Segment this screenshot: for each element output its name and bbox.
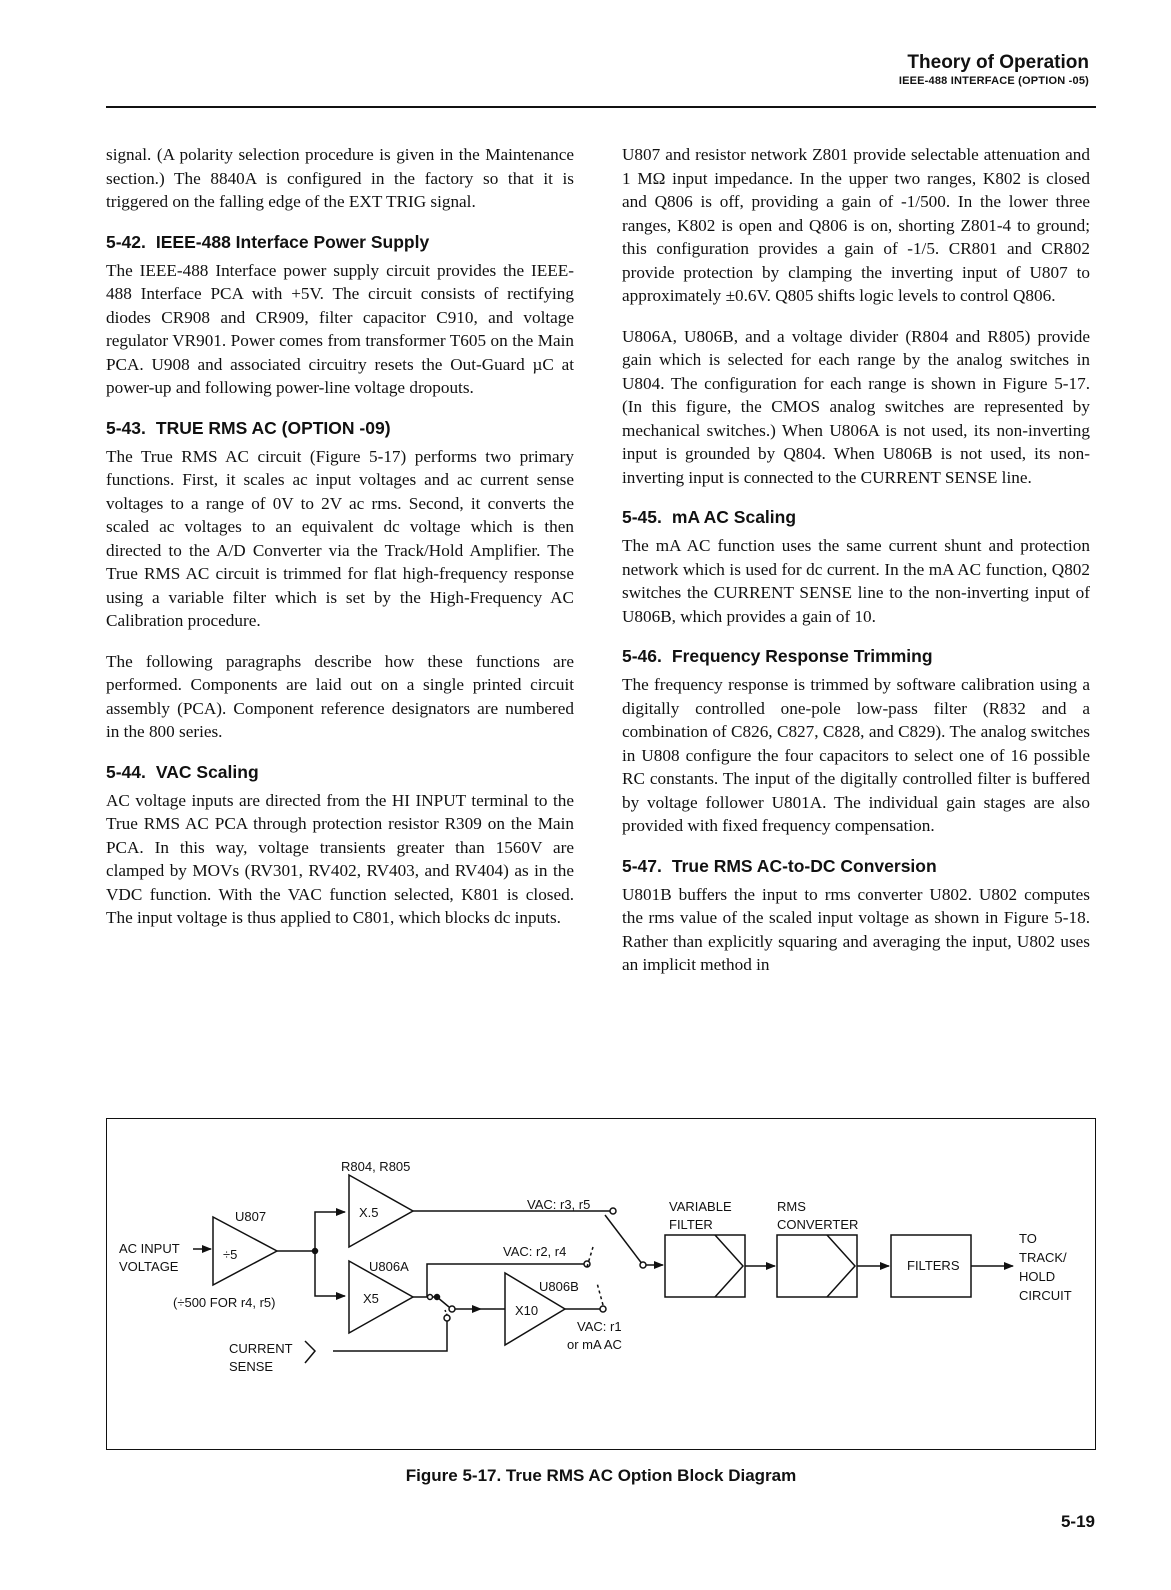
vac-r1-label: VAC: r1 [577,1319,622,1334]
page-header [899,52,1089,88]
section-heading [106,231,574,253]
block-diagram-figure [106,1118,1096,1450]
ac-input-label: AC INPUT [119,1241,180,1256]
rms-label: RMS [777,1199,806,1214]
section-heading [106,417,574,439]
figure-caption: Figure 5-17. True RMS AC Option Block Diagram [405,1466,797,1485]
hold-label: HOLD [1019,1269,1056,1284]
page-number: 5-19 [1060,1512,1095,1531]
section-heading [106,761,574,783]
paragraph: The mA AC function uses the same current shunt and protection network which is used for dc current. In the mA AC function, Q802 switches the CURRENT SENSE line to the non-inverting input of U806B, which provides a gain of 10. [622,536,1090,626]
paragraph: The True RMS AC circuit (Figure 5-17) performs two primary functions. First, it scales ac input voltages and ac current sense voltages to a range of 0V to 2V ac rms. Second, it converts the scaled ac voltages to an equivalent dc voltage which is then directed to the A/D Converter via the Track/Hold Amplifier. The True RMS AC circuit is trimmed for flat high-frequency response using a variable filter which is set by the High-Frequency AC Calibration procedure. [106,446,574,630]
voltage-label: VOLTAGE [119,1259,179,1274]
right-column [622,143,1090,994]
paragraph: U807 and resistor network Z801 provide selectable attenuation and 1 MΩ input impedance. In the upper two ranges, K802 is closed and Q806 is off, providing a gain of -1/500. In the lower three ranges, K802 is open and Q806 is on, shorting Z801-4 to ground; this configuration provides a gain of -1/5. CR801 and CR802 provide protection by clamping the inverting input of U807 to approximately ±0.6V. Q805 shifts logic levels to control Q806. [622,145,1090,305]
u806a-label: U806A [369,1259,409,1274]
vac-r2r4-label: VAC: r2, r4 [503,1244,567,1259]
section-heading [622,506,1090,528]
left-column [106,143,574,947]
section-heading [622,645,1090,667]
x5-label: X5 [363,1291,379,1306]
current-label: CURRENT [229,1341,293,1356]
r804-label: R804, R805 [341,1159,411,1174]
u806b-label: U806B [539,1279,579,1294]
paragraph: AC voltage inputs are directed from the HI INPUT terminal to the True RMS AC PCA through protection resistor R309 on the Main PCA. In this way, voltage transients greater than 1560V are clamped by MOVs (RV301, RV402, RV403, and RV404) as in the VDC function. With the VAC function selected, K801 is closed. The input voltage is thus applied to C801, which blocks dc inputs. [106,790,574,927]
paragraph: U801B buffers the input to rms converter U802. U802 computes the rms value of the scaled input voltage as shown in Figure 5-18. Rather than explicitly squaring and averaging the input, U802 uses an implicit method in [622,884,1090,974]
paragraph: The following paragraphs describe how these functions are performed. Components are laid out on a single printed circuit assembly (PCA). Component reference designators are numbered in the 800 series. [106,651,574,741]
section-title: mA AC Scaling [671,507,797,527]
circuit-label: CIRCUIT [1019,1288,1072,1303]
section-number: 5-46. [622,646,662,666]
header-title: Theory of Operation [907,52,1089,73]
filters-label: FILTERS [907,1258,960,1273]
section-heading [622,855,1090,877]
section-title: True RMS AC-to-DC Conversion [671,855,937,876]
section-number: 5-42. [106,231,146,252]
paragraph: signal. (A polarity selection procedure is given in the Maintenance section.) The 8840A is configured in the factory so that it is triggered on the falling edge of the EXT TRIG signal. [106,145,574,211]
section-number: 5-43. [106,417,146,438]
section-title: IEEE-488 Interface Power Supply [155,231,430,252]
filter-label: FILTER [669,1217,713,1232]
section-number: 5-47. [622,855,662,876]
paragraph: The IEEE-488 Interface power supply circuit provides the IEEE-488 Interface PCA with +5V. The circuit consists of rectifying diodes CR908 and CR909, filter capacitor C910, and voltage regulator VR901. Power comes from transformer T605 on the Main PCA. U908 and associated circuitry resets the Out-Guard µC at power-up and following power-line voltage dropouts. [106,260,574,397]
header-subtitle: IEEE-488 INTERFACE (OPTION -05) [898,75,1089,87]
x05-label: X.5 [359,1205,379,1220]
rms-converter-symbol [827,1235,855,1297]
section-title: Frequency Response Trimming [671,646,933,666]
x10-label: X10 [515,1303,539,1318]
paragraph: The frequency response is trimmed by software calibration using a digitally controlled one-pole low-pass filter (R832 and a combination of C826, C827, C828, and C829). The analog switches in U808 configure the four capacitors to select one of 16 possible RC constants. The input of the digitally controlled filter is buffered by voltage follower U801A. The individual gain stages are also provided with fixed frequency compensation. [622,675,1090,835]
sense-label: SENSE [229,1359,274,1374]
or-ma-ac-label: or mA AC [567,1337,622,1352]
div5-label: ÷5 [223,1247,238,1262]
converter-label: CONVERTER [777,1217,859,1232]
u807-label: U807 [235,1209,267,1224]
vac-r3r5-label: VAC: r3, r5 [527,1197,591,1212]
variable-label: VARIABLE [669,1199,732,1214]
block-diagram [107,1119,1097,1451]
section-number: 5-44. [106,761,146,782]
paragraph: U806A, U806B, and a voltage divider (R804 and R805) provide gain which is selected for each range by the analog switches in U804. The configuration for each range is shown in Figure 5-17. (In this figure, the CMOS analog switches are represented by mechanical switches.) When U806A is not used, its non-inverting input is grounded by Q804. When U806B is not used, its non-inverting input is connected to the CURRENT SENSE line. [622,326,1090,487]
div500-label: (÷500 FOR r4, r5) [173,1295,276,1310]
track-label: TRACK/ [1019,1250,1067,1265]
section-title: TRUE RMS AC (OPTION -09) [155,417,391,438]
variable-filter-symbol [715,1235,743,1297]
to-label: TO [1019,1231,1037,1246]
section-number: 5-45. [622,507,662,527]
section-title: VAC Scaling [155,761,259,782]
header-rule [106,106,1096,108]
